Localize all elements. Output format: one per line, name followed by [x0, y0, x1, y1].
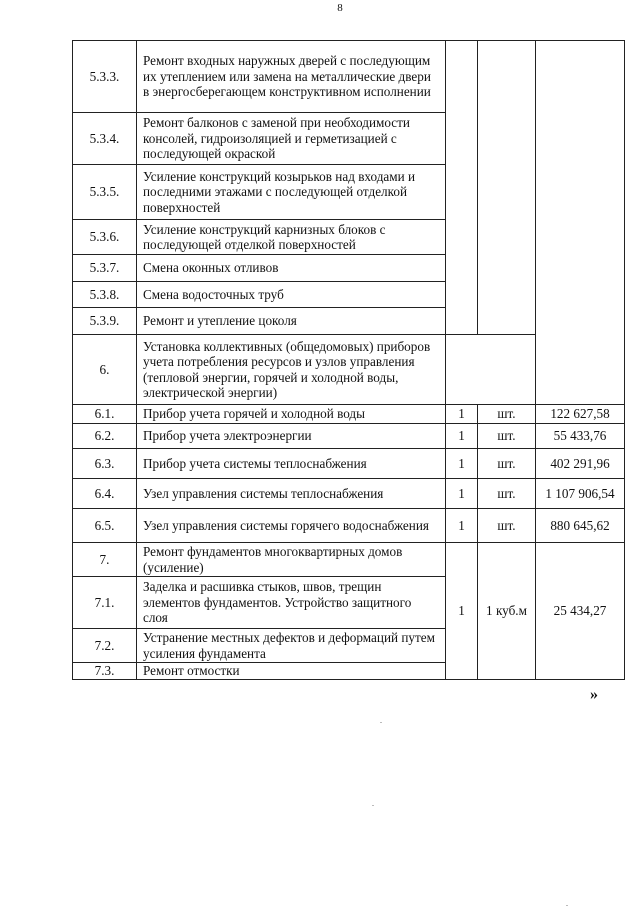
- row-description: Смена оконных отливов: [137, 255, 446, 282]
- row-number: 6.5.: [73, 509, 137, 543]
- row-unit: шт.: [478, 449, 536, 479]
- closing-quote: »: [590, 686, 598, 703]
- row-description: Узел управления системы теплоснабжения: [137, 479, 446, 509]
- row-description: Прибор учета системы теплоснабжения: [137, 449, 446, 479]
- row-number: 6.4.: [73, 479, 137, 509]
- row-number: 5.3.6.: [73, 220, 137, 255]
- row-cost: 55 433,76: [536, 424, 625, 449]
- table-row: [73, 543, 625, 577]
- row-description: Смена водосточных труб: [137, 282, 446, 308]
- row-description: Заделка и расшивка стыков, швов, трещин элементов фундаментов. Устройство защитного слоя: [137, 577, 446, 629]
- row-number: 5.3.7.: [73, 255, 137, 282]
- row-unit: шт.: [478, 509, 536, 543]
- row-unit: шт.: [478, 479, 536, 509]
- table-row: [73, 509, 625, 543]
- table-row: [73, 41, 625, 113]
- row-number: 5.3.8.: [73, 282, 137, 308]
- row-description: Устранение местных дефектов и деформаций путем усиления фундамента: [137, 629, 446, 663]
- row-number: 7.1.: [73, 577, 137, 629]
- row-description: Ремонт отмостки: [137, 663, 446, 680]
- table-row: [73, 405, 625, 424]
- group-cost: 25 434,27: [536, 543, 625, 680]
- works-table: [72, 40, 625, 680]
- row-number: 5.3.9.: [73, 308, 137, 335]
- empty-cost-cell: [536, 41, 625, 405]
- row-number: 6.3.: [73, 449, 137, 479]
- row-unit: шт.: [478, 424, 536, 449]
- row-number: 6.2.: [73, 424, 137, 449]
- row-description: Ремонт и утепление цоколя: [137, 308, 446, 335]
- group-unit: 1 куб.м: [478, 543, 536, 680]
- row-cost: 880 645,62: [536, 509, 625, 543]
- row-number: 7.: [73, 543, 137, 577]
- row-number: 6.1.: [73, 405, 137, 424]
- table-row: [73, 479, 625, 509]
- row-number: 7.3.: [73, 663, 137, 680]
- scan-speck: [372, 805, 374, 806]
- row-unit: шт.: [478, 405, 536, 424]
- row-quantity: 1: [446, 424, 478, 449]
- scan-speck: [380, 722, 382, 723]
- row-number: 5.3.5.: [73, 165, 137, 220]
- row-cost: 402 291,96: [536, 449, 625, 479]
- row-number: 5.3.3.: [73, 41, 137, 113]
- row-quantity: 1: [446, 405, 478, 424]
- row-description: Усиление конструкций козырьков над входами и последними этажами с последующей отделкой поверхностей: [137, 165, 446, 220]
- row-description: Прибор учета горячей и холодной воды: [137, 405, 446, 424]
- row-description: Ремонт входных наружных дверей с последующим их утеплением или замена на металлические двери в энергосберегающем конструктивном исполнении: [137, 41, 446, 113]
- empty-unit-cell: [478, 41, 536, 335]
- row-quantity: 1: [446, 509, 478, 543]
- row-description: Установка коллективных (общедомовых) приборов учета потребления ресурсов и узлов управления (тепловой энергии, горячей и холодной воды, электрической энергии): [137, 335, 446, 405]
- page-number: 8: [337, 2, 343, 14]
- empty-qty-unit-cell: [446, 335, 536, 405]
- row-number: 5.3.4.: [73, 113, 137, 165]
- row-description: Узел управления системы горячего водоснабжения: [137, 509, 446, 543]
- row-quantity: 1: [446, 479, 478, 509]
- group-quantity: 1: [446, 543, 478, 680]
- row-quantity: 1: [446, 449, 478, 479]
- row-cost: 122 627,58: [536, 405, 625, 424]
- row-description: Прибор учета электроэнергии: [137, 424, 446, 449]
- row-cost: 1 107 906,54: [536, 479, 625, 509]
- row-number: 7.2.: [73, 629, 137, 663]
- row-description: Усиление конструкций карнизных блоков с последующей отделкой поверхностей: [137, 220, 446, 255]
- row-description: Ремонт фундаментов многоквартирных домов (усиление): [137, 543, 446, 577]
- empty-qty-cell: [446, 41, 478, 335]
- row-number: 6.: [73, 335, 137, 405]
- table-row: [73, 424, 625, 449]
- table-row: [73, 449, 625, 479]
- row-description: Ремонт балконов с заменой при необходимости консолей, гидроизоляцией и герметизацией с последующей окраской: [137, 113, 446, 165]
